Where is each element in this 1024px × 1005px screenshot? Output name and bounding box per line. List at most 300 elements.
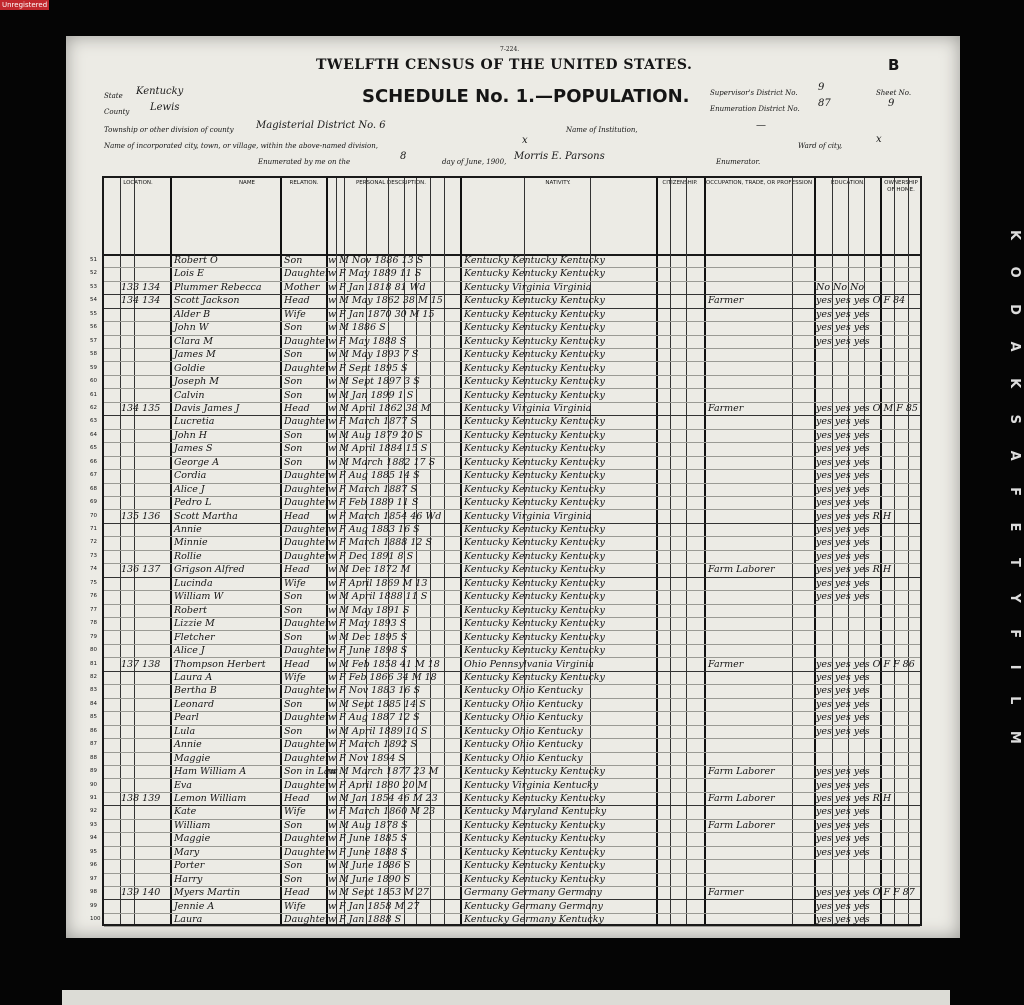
row-personal: w M April 1862 38 M bbox=[328, 402, 431, 414]
row-number: 79 bbox=[90, 633, 97, 640]
row-occupation: Farm Laborer bbox=[708, 793, 775, 804]
row-number: 52 bbox=[90, 270, 97, 277]
header-education: EDUCATION. bbox=[830, 180, 866, 186]
row-education: yes yes yes bbox=[816, 819, 870, 831]
row-nativity: Kentucky Kentucky Kentucky bbox=[464, 389, 605, 401]
table-row bbox=[90, 832, 920, 846]
row-personal: w M April 1884 15 S bbox=[328, 443, 428, 455]
row-relation: Son bbox=[284, 725, 303, 737]
row-education: yes yes yes bbox=[816, 416, 870, 428]
row-personal: w M March 1877 23 M bbox=[328, 766, 439, 778]
row-relation: Son bbox=[284, 322, 303, 334]
row-name: George A bbox=[174, 456, 220, 468]
row-relation: Son bbox=[284, 255, 303, 266]
incorporated-label: Name of incorporated city, town, or village, within the above-named division, bbox=[104, 142, 378, 150]
day-of-label: day of June, 1900, bbox=[442, 158, 507, 166]
row-personal: w M Aug 1878 S bbox=[328, 819, 408, 831]
row-education: yes yes yes bbox=[816, 308, 870, 320]
enumerator-name: Morris E. Parsons bbox=[514, 151, 605, 162]
row-name: Plummer Rebecca bbox=[174, 281, 262, 293]
row-occupation: Farm Laborer bbox=[708, 766, 775, 778]
row-occupation: Farmer bbox=[708, 658, 744, 670]
row-education: yes yes yes R H bbox=[816, 510, 892, 522]
row-nativity: Germany Germany Germany bbox=[464, 887, 602, 899]
row-nativity: Kentucky Ohio Kentucky bbox=[464, 752, 583, 764]
row-number: 74 bbox=[90, 566, 97, 573]
row-relation: Wife bbox=[284, 806, 306, 818]
row-personal: w F March 1854 46 Wd bbox=[328, 510, 442, 522]
row-education: yes yes yes O F F 87 bbox=[816, 887, 915, 899]
row-number: 72 bbox=[90, 539, 97, 546]
incorporated-value: x bbox=[522, 135, 528, 146]
row-number: 80 bbox=[90, 647, 97, 654]
row-personal: w F Aug 1885 14 S bbox=[328, 470, 420, 482]
row-nativity: Kentucky Kentucky Kentucky bbox=[464, 671, 605, 683]
table-row bbox=[90, 792, 920, 806]
row-nativity: Kentucky Virginia Virginia bbox=[464, 510, 592, 522]
row-relation: Son bbox=[284, 456, 303, 468]
row-number: 61 bbox=[90, 391, 97, 398]
row-relation: Wife bbox=[284, 671, 306, 683]
row-number: 77 bbox=[90, 606, 97, 613]
row-personal: w M March 1882 17 S bbox=[328, 456, 436, 468]
row-name: John W bbox=[174, 322, 209, 334]
table-row bbox=[90, 254, 920, 268]
row-number: 54 bbox=[90, 297, 97, 304]
row-name: William W bbox=[174, 591, 224, 603]
row-nativity: Kentucky Kentucky Kentucky bbox=[464, 577, 605, 589]
row-personal: w M June 1886 S bbox=[328, 860, 411, 872]
row-occupation: Farmer bbox=[708, 295, 744, 307]
row-number: 53 bbox=[90, 283, 97, 290]
row-name: Laura bbox=[174, 914, 203, 926]
row-name: Pearl bbox=[174, 712, 199, 724]
row-name: Alice J bbox=[174, 645, 205, 657]
header-relation: RELATION. bbox=[289, 180, 319, 186]
row-number: 71 bbox=[90, 526, 97, 532]
row-education: yes yes yes O F F 86 bbox=[816, 658, 915, 670]
row-personal: w F Jan 1888 S bbox=[328, 914, 402, 926]
row-number: 89 bbox=[90, 768, 97, 775]
next-sheet-strip bbox=[62, 990, 950, 1005]
row-education: yes yes yes R H bbox=[816, 564, 892, 576]
row-number: 63 bbox=[90, 418, 97, 425]
row-name: Harry bbox=[174, 873, 203, 885]
row-nativity: Kentucky Kentucky Kentucky bbox=[464, 860, 605, 872]
row-education: yes yes yes bbox=[816, 335, 870, 347]
row-nativity: Kentucky Kentucky Kentucky bbox=[464, 295, 605, 307]
row-relation: Son bbox=[284, 873, 303, 885]
supervisor-value: 9 bbox=[818, 82, 825, 93]
row-name: Bertha B bbox=[174, 685, 217, 697]
header-occupation: OCCUPATION, TRADE, OR PROFESSION bbox=[705, 180, 813, 186]
header-name: NAME bbox=[238, 180, 256, 186]
unregistered-badge: Unregistered bbox=[2, 1, 48, 9]
row-nativity: Kentucky Kentucky Kentucky bbox=[464, 335, 605, 347]
row-personal: w F May 1889 11 S bbox=[328, 268, 422, 280]
row-personal: w F May 1893 S bbox=[328, 618, 407, 630]
row-number: 100 bbox=[90, 916, 101, 923]
row-personal: w M April 1889 10 S bbox=[328, 725, 428, 737]
table-row bbox=[90, 469, 920, 483]
row-number: 90 bbox=[90, 781, 97, 788]
row-relation: Daughter bbox=[284, 685, 330, 697]
table-row bbox=[90, 550, 920, 564]
row-number: 96 bbox=[90, 862, 97, 869]
row-number: 62 bbox=[90, 404, 97, 411]
row-relation: Son bbox=[284, 349, 303, 361]
row-relation: Son bbox=[284, 591, 303, 603]
row-name: Lucinda bbox=[174, 577, 213, 589]
row-number: 68 bbox=[90, 485, 97, 492]
row-number: 73 bbox=[90, 552, 97, 559]
row-number: 76 bbox=[90, 593, 97, 600]
row-nativity: Kentucky Germany Kentucky bbox=[464, 914, 604, 926]
row-education: yes yes yes bbox=[816, 322, 870, 334]
row-relation: Daughter bbox=[284, 550, 330, 562]
row-relation: Wife bbox=[284, 900, 306, 912]
row-name: Mary bbox=[174, 846, 200, 858]
row-dwelling: 139 140 bbox=[121, 887, 161, 899]
row-name: Lemon William bbox=[174, 793, 247, 804]
table-row bbox=[90, 886, 920, 900]
row-nativity: Kentucky Kentucky Kentucky bbox=[464, 873, 605, 885]
row-education: yes yes yes bbox=[816, 483, 870, 495]
row-name: Lula bbox=[174, 725, 196, 737]
row-relation: Daughter bbox=[284, 268, 330, 280]
table-row bbox=[90, 590, 920, 604]
institution-value: — bbox=[756, 120, 766, 131]
table-row bbox=[90, 725, 920, 739]
row-name: Annie bbox=[174, 739, 202, 751]
row-number: 56 bbox=[90, 324, 97, 331]
row-personal: w M Dec 1872 M bbox=[328, 564, 411, 576]
row-name: Kate bbox=[174, 806, 197, 818]
row-relation: Mother bbox=[284, 281, 320, 293]
row-nativity: Kentucky Kentucky Kentucky bbox=[464, 470, 605, 482]
row-personal: w M Sept 1885 14 S bbox=[328, 698, 426, 710]
row-number: 82 bbox=[90, 673, 97, 680]
row-relation: Daughter bbox=[284, 739, 330, 751]
row-nativity: Kentucky Germany Germany bbox=[464, 900, 603, 912]
row-name: Joseph M bbox=[174, 376, 219, 388]
row-name: Ham William A bbox=[174, 766, 247, 778]
row-relation: Daughter bbox=[284, 362, 330, 374]
row-personal: w F Feb 1889 11 S bbox=[328, 497, 419, 509]
row-relation: Wife bbox=[284, 577, 306, 589]
row-number: 69 bbox=[90, 499, 97, 506]
row-personal: w F March 1877 S bbox=[328, 416, 417, 428]
row-nativity: Kentucky Kentucky Kentucky bbox=[464, 537, 605, 549]
sheet-no-label: Sheet No. bbox=[876, 89, 912, 97]
row-personal: w F Jan 1870 30 M 15 bbox=[328, 308, 435, 320]
table-row bbox=[90, 536, 920, 550]
row-dwelling: 138 139 bbox=[121, 793, 161, 804]
table-row bbox=[90, 671, 920, 685]
row-personal: w F March 1888 12 S bbox=[328, 537, 432, 549]
table-row bbox=[90, 442, 920, 456]
row-dwelling: 134 134 bbox=[121, 295, 161, 307]
row-number: 64 bbox=[90, 431, 97, 438]
row-personal: w F Nov 1883 16 S bbox=[328, 685, 420, 697]
table-row bbox=[90, 805, 920, 819]
row-nativity: Kentucky Kentucky Kentucky bbox=[464, 591, 605, 603]
table-row bbox=[90, 456, 920, 470]
row-personal: w F Aug 1887 12 S bbox=[328, 712, 420, 724]
row-name: Clara M bbox=[174, 335, 213, 347]
census-sheet bbox=[66, 36, 960, 938]
row-nativity: Kentucky Kentucky Kentucky bbox=[464, 793, 605, 804]
sheet-no-value: 9 bbox=[888, 98, 895, 109]
row-nativity: Kentucky Kentucky Kentucky bbox=[464, 645, 605, 657]
table-row bbox=[90, 281, 920, 295]
header-location: LOCATION. bbox=[123, 180, 153, 186]
table-row bbox=[90, 913, 920, 927]
row-education: yes yes yes bbox=[816, 846, 870, 858]
row-name: Scott Martha bbox=[174, 510, 238, 522]
row-education: yes yes yes bbox=[816, 685, 870, 697]
row-number: 67 bbox=[90, 472, 97, 479]
table-row bbox=[90, 563, 920, 577]
row-number: 88 bbox=[90, 754, 97, 761]
row-name: Scott Jackson bbox=[174, 295, 240, 307]
table-row bbox=[90, 617, 920, 631]
row-relation: Head bbox=[284, 295, 310, 307]
row-relation: Daughter bbox=[284, 914, 330, 926]
row-personal: w F June 1888 S bbox=[328, 846, 408, 858]
row-relation: Son bbox=[284, 443, 303, 455]
row-relation: Son in Law bbox=[284, 766, 338, 778]
row-nativity: Kentucky Kentucky Kentucky bbox=[464, 618, 605, 630]
row-number: 57 bbox=[90, 337, 97, 344]
row-nativity: Kentucky Ohio Kentucky bbox=[464, 698, 583, 710]
row-personal: w M Aug 1879 20 S bbox=[328, 429, 423, 441]
row-personal: w F June 1898 S bbox=[328, 645, 408, 657]
row-name: Jennie A bbox=[174, 900, 215, 912]
row-relation: Daughter bbox=[284, 537, 330, 549]
row-education: yes yes yes bbox=[816, 900, 870, 912]
row-personal: w F Aug 1883 16 S bbox=[328, 524, 420, 535]
row-dwelling: 136 137 bbox=[121, 564, 161, 576]
row-education: yes yes yes bbox=[816, 550, 870, 562]
row-number: 93 bbox=[90, 821, 97, 828]
row-education: yes yes yes bbox=[816, 591, 870, 603]
row-education: yes yes yes bbox=[816, 914, 870, 926]
enum-district-value: 87 bbox=[818, 98, 831, 109]
row-nativity: Kentucky Kentucky Kentucky bbox=[464, 819, 605, 831]
table-row bbox=[90, 496, 920, 510]
row-name: Laura A bbox=[174, 671, 213, 683]
row-education: No No No bbox=[816, 281, 865, 293]
row-name: Pedro L bbox=[174, 497, 212, 509]
table-row bbox=[90, 698, 920, 712]
supervisor-label: Supervisor's District No. bbox=[710, 89, 798, 97]
row-personal: w F April 1880 20 M bbox=[328, 779, 428, 791]
row-education: yes yes yes bbox=[816, 766, 870, 778]
row-nativity: Kentucky Virginia Virginia bbox=[464, 281, 592, 293]
enum-district-label: Enumeration District No. bbox=[710, 105, 800, 113]
row-number: 97 bbox=[90, 875, 97, 882]
state-label: State bbox=[104, 92, 123, 100]
row-number: 91 bbox=[90, 795, 97, 801]
row-number: 85 bbox=[90, 714, 97, 721]
row-relation: Daughter bbox=[284, 645, 330, 657]
row-personal: w F March 1887 S bbox=[328, 483, 417, 495]
table-row bbox=[90, 267, 920, 281]
row-education: yes yes yes bbox=[816, 725, 870, 737]
table-row bbox=[90, 873, 920, 887]
row-education: yes yes yes bbox=[816, 456, 870, 468]
row-name: Robert O bbox=[174, 255, 218, 266]
row-number: 87 bbox=[90, 741, 97, 748]
row-relation: Daughter bbox=[284, 483, 330, 495]
row-education: yes yes yes O M F 85 bbox=[816, 402, 918, 414]
row-relation: Daughter bbox=[284, 846, 330, 858]
row-dwelling: 134 135 bbox=[121, 402, 161, 414]
row-name: James S bbox=[174, 443, 213, 455]
row-number: 92 bbox=[90, 808, 97, 815]
row-nativity: Kentucky Kentucky Kentucky bbox=[464, 833, 605, 845]
row-name: John H bbox=[174, 429, 208, 441]
row-name: Eva bbox=[174, 779, 192, 791]
row-personal: w F April 1869 M 13 bbox=[328, 577, 428, 589]
table-row bbox=[90, 859, 920, 873]
row-personal: w F Nov 1894 S bbox=[328, 752, 405, 764]
row-education: yes yes yes R H bbox=[816, 793, 892, 804]
row-number: 83 bbox=[90, 687, 97, 694]
header-nativity: NATIVITY. bbox=[545, 180, 571, 186]
row-education: yes yes yes O F 84 bbox=[816, 295, 906, 307]
sheet-letter: B bbox=[888, 56, 900, 74]
row-number: 55 bbox=[90, 310, 97, 317]
page-title: TWELFTH CENSUS OF THE UNITED STATES. bbox=[316, 57, 693, 73]
header-personal: PERSONAL DESCRIPTION. bbox=[355, 180, 427, 186]
row-nativity: Kentucky Kentucky Kentucky bbox=[464, 497, 605, 509]
row-relation: Head bbox=[284, 564, 310, 576]
row-education: yes yes yes bbox=[816, 443, 870, 455]
row-name: Annie bbox=[174, 524, 202, 535]
row-nativity: Kentucky Kentucky Kentucky bbox=[464, 349, 605, 361]
row-nativity: Kentucky Kentucky Kentucky bbox=[464, 376, 605, 388]
population-table bbox=[90, 176, 922, 926]
row-relation: Son bbox=[284, 604, 303, 616]
row-nativity: Kentucky Virginia Virginia bbox=[464, 402, 592, 414]
row-number: 65 bbox=[90, 445, 97, 452]
table-row bbox=[90, 389, 920, 403]
row-personal: w F Feb 1866 34 M 18 bbox=[328, 671, 437, 683]
row-nativity: Kentucky Kentucky Kentucky bbox=[464, 456, 605, 468]
row-number: 70 bbox=[90, 512, 97, 519]
row-number: 75 bbox=[90, 579, 97, 586]
row-name: Calvin bbox=[174, 389, 205, 401]
table-row bbox=[90, 294, 920, 308]
enumerator-label: Enumerator. bbox=[716, 158, 761, 166]
row-personal: w F Jan 1858 M 27 bbox=[328, 900, 420, 912]
row-name: Maggie bbox=[174, 833, 211, 845]
institution-label: Name of Institution, bbox=[566, 126, 638, 134]
row-relation: Head bbox=[284, 887, 310, 899]
row-name: Alder B bbox=[174, 308, 211, 320]
row-name: Grigson Alfred bbox=[174, 564, 245, 576]
row-occupation: Farm Laborer bbox=[708, 564, 775, 576]
township-label: Township or other division of county bbox=[104, 126, 234, 134]
row-nativity: Kentucky Virginia Kentucky bbox=[464, 779, 599, 791]
row-number: 84 bbox=[90, 700, 97, 707]
row-personal: w M April 1888 11 S bbox=[328, 591, 428, 603]
row-personal: w F May 1888 S bbox=[328, 335, 407, 347]
row-education: yes yes yes bbox=[816, 537, 870, 549]
table-row bbox=[90, 900, 920, 914]
table-row bbox=[90, 738, 920, 752]
schedule-title: SCHEDULE No. 1.—POPULATION. bbox=[362, 86, 690, 107]
table-row bbox=[90, 402, 920, 416]
row-personal: w M May 1862 38 M 15 bbox=[328, 295, 443, 307]
table-row bbox=[90, 510, 920, 524]
table-row bbox=[90, 375, 920, 389]
enumerated-label: Enumerated by me on the bbox=[258, 158, 351, 166]
row-relation: Daughter bbox=[284, 833, 330, 845]
row-relation: Daughter bbox=[284, 497, 330, 509]
table-row bbox=[90, 523, 920, 537]
township-value: Magisterial District No. 6 bbox=[256, 120, 386, 131]
row-nativity: Kentucky Kentucky Kentucky bbox=[464, 483, 605, 495]
ward-value: x bbox=[876, 134, 882, 145]
row-number: 99 bbox=[90, 902, 97, 909]
row-education: yes yes yes bbox=[816, 712, 870, 724]
row-relation: Daughter bbox=[284, 752, 330, 764]
row-personal: w M Dec 1895 S bbox=[328, 631, 408, 643]
table-row bbox=[90, 321, 920, 335]
row-name: Myers Martin bbox=[174, 887, 241, 899]
row-nativity: Kentucky Kentucky Kentucky bbox=[464, 564, 605, 576]
row-personal: w M May 1893 7 S bbox=[328, 349, 419, 361]
row-nativity: Kentucky Kentucky Kentucky bbox=[464, 308, 605, 320]
row-personal: w F March 1892 S bbox=[328, 739, 417, 751]
row-relation: Daughter bbox=[284, 335, 330, 347]
row-nativity: Kentucky Maryland Kentucky bbox=[464, 806, 607, 818]
form-number: 7-224. bbox=[500, 46, 520, 53]
row-name: Cordia bbox=[174, 470, 207, 482]
row-personal: w M Jan 1899 1 S bbox=[328, 389, 414, 401]
row-nativity: Kentucky Kentucky Kentucky bbox=[464, 443, 605, 455]
row-nativity: Kentucky Kentucky Kentucky bbox=[464, 550, 605, 562]
row-relation: Wife bbox=[284, 308, 306, 320]
row-number: 98 bbox=[90, 889, 97, 896]
table-row bbox=[90, 765, 920, 779]
row-number: 58 bbox=[90, 351, 97, 358]
row-nativity: Kentucky Ohio Kentucky bbox=[464, 712, 583, 724]
row-occupation: Farm Laborer bbox=[708, 819, 775, 831]
row-relation: Son bbox=[284, 429, 303, 441]
table-row bbox=[90, 711, 920, 725]
row-name: Maggie bbox=[174, 752, 211, 764]
row-personal: w F March 1860 M 23 bbox=[328, 806, 436, 818]
header-citizenship: CITIZENSHIP. bbox=[662, 180, 698, 186]
row-nativity: Kentucky Ohio Kentucky bbox=[464, 725, 583, 737]
row-education: yes yes yes bbox=[816, 698, 870, 710]
row-name: Robert bbox=[174, 604, 207, 616]
row-nativity: Kentucky Kentucky Kentucky bbox=[464, 846, 605, 858]
row-personal: w F Sept 1895 S bbox=[328, 362, 408, 374]
row-nativity: Kentucky Kentucky Kentucky bbox=[464, 255, 605, 266]
table-row bbox=[90, 631, 920, 645]
film-edge-text: K O D A K S A F E T Y F I L M bbox=[1007, 230, 1022, 755]
row-relation: Son bbox=[284, 819, 303, 831]
table-row bbox=[90, 658, 920, 672]
table-row bbox=[90, 429, 920, 443]
row-relation: Daughter bbox=[284, 618, 330, 630]
row-number: 81 bbox=[90, 660, 97, 667]
